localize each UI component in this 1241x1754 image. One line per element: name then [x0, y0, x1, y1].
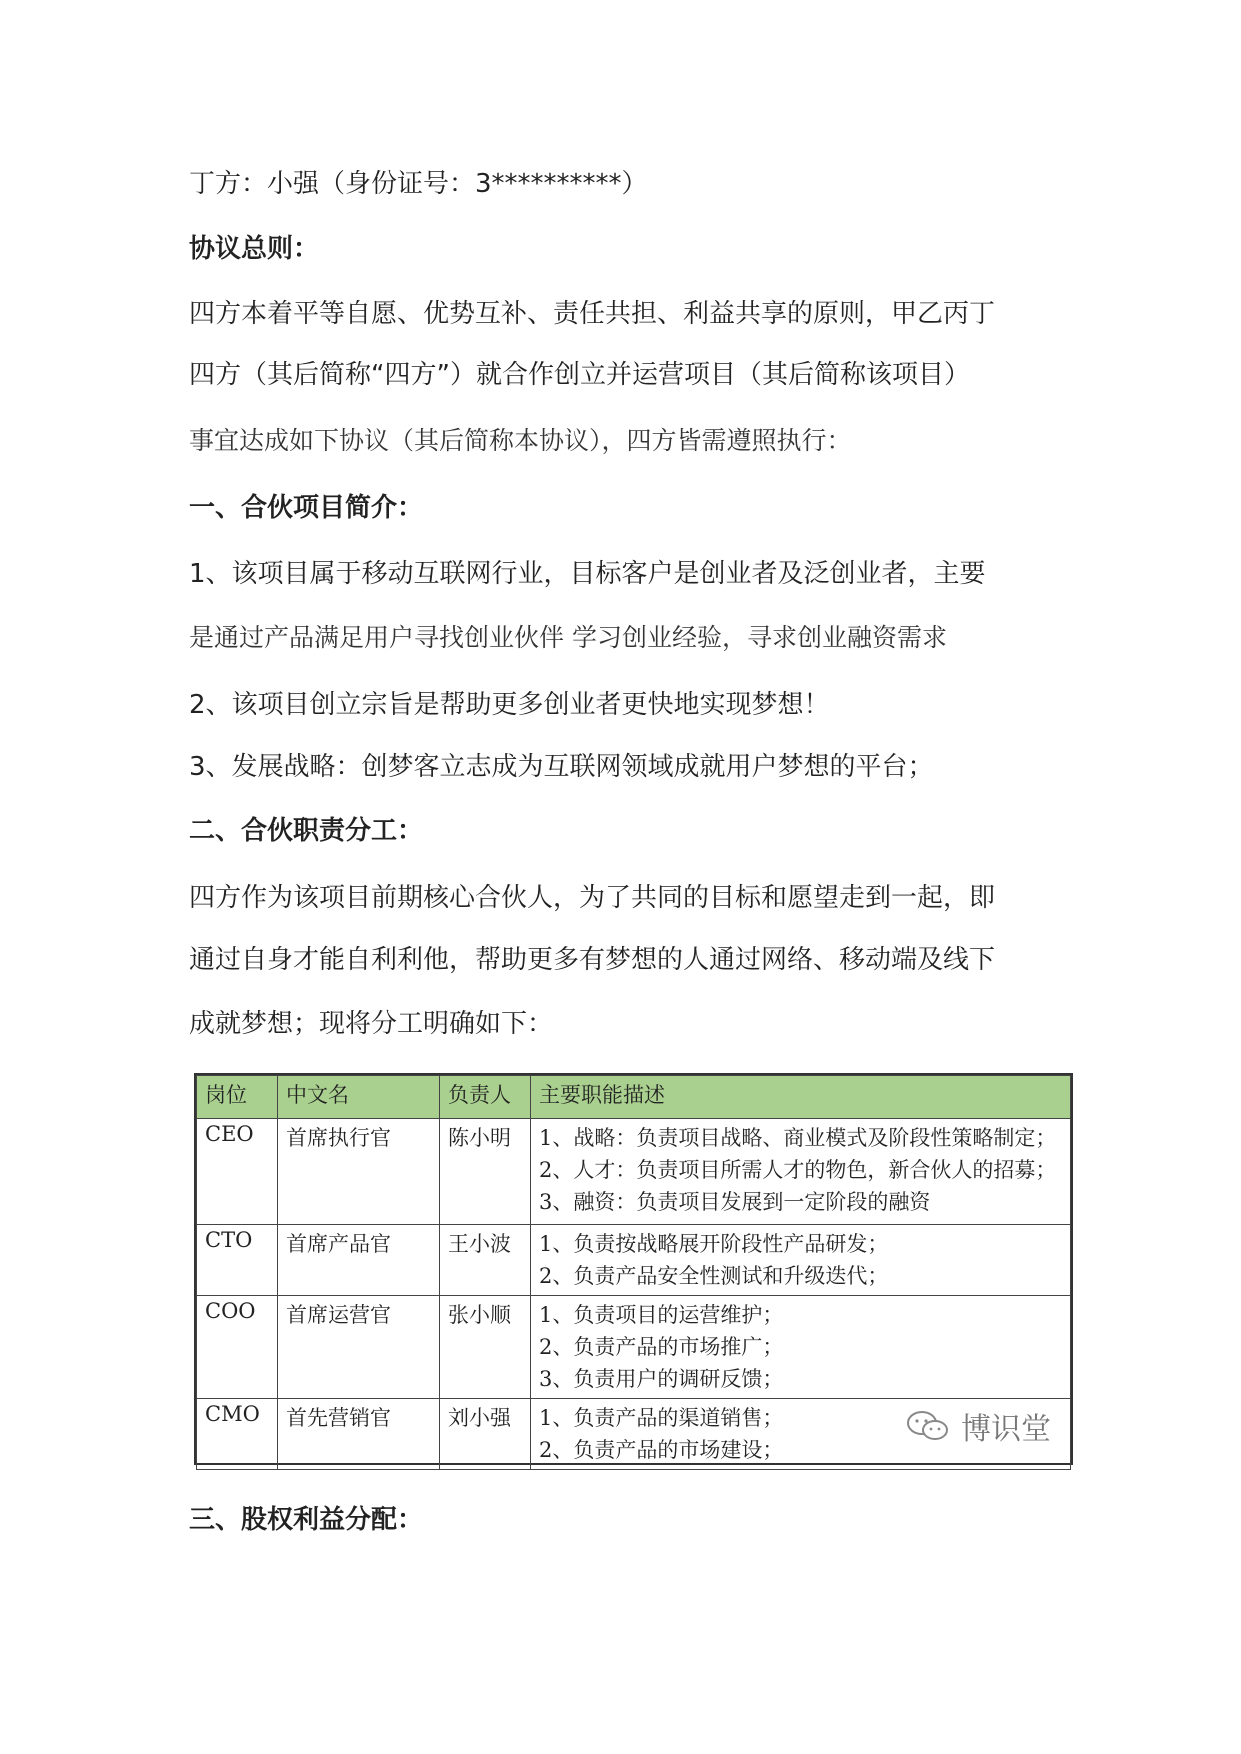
duty-line: 3、融资：负责项目发展到一定阶段的融资	[539, 1190, 931, 1214]
table-row	[197, 1296, 1071, 1399]
duty-line: 2、负责产品的市场建设；	[539, 1438, 784, 1462]
section2-paragraph-line-2: 通过自身才能自利利他，帮助更多有梦想的人通过网络、移动端及线下	[189, 945, 996, 975]
cell-role: CEO	[197, 1119, 278, 1225]
cell-title: 首先营销官	[278, 1399, 440, 1470]
cell-role: CMO	[197, 1399, 278, 1470]
duty-line: 2、负责产品安全性测试和升级迭代；	[539, 1264, 889, 1288]
cell-duties	[531, 1296, 1071, 1399]
cell-title: 首席产品官	[278, 1225, 440, 1296]
cell-role: COO	[197, 1296, 278, 1399]
general-heading: 协议总则：	[189, 234, 320, 264]
cell-person: 陈小明	[440, 1119, 531, 1225]
section1-item-1: 1、该项目属于移动互联网行业，目标客户是创业者及泛创业者，主要	[189, 559, 986, 589]
section2-heading: 二、合伙职责分工：	[189, 816, 424, 846]
duty-line: 2、负责产品的市场推广；	[539, 1335, 784, 1359]
cell-title: 首席执行官	[278, 1119, 440, 1225]
table-row	[197, 1119, 1071, 1225]
section1-heading: 一、合伙项目简介：	[189, 493, 424, 523]
watermark	[905, 1404, 1051, 1448]
general-paragraph-line-2: 四方（其后简称“四方”）就合作创立并运营项目（其后简称该项目）	[189, 360, 970, 390]
general-paragraph-line-1: 四方本着平等自愿、优势互补、责任共担、利益共享的原则，甲乙丙丁	[189, 299, 996, 329]
duty-line: 1、负责按战略展开阶段性产品研发；	[539, 1232, 889, 1256]
wechat-icon	[905, 1409, 951, 1443]
cell-title: 首席运营官	[278, 1296, 440, 1399]
section2-paragraph-line-1: 四方作为该项目前期核心合伙人，为了共同的目标和愿望走到一起，即	[189, 883, 996, 913]
cell-person: 刘小强	[440, 1399, 531, 1470]
section1-item-2: 2、该项目创立宗旨是帮助更多创业者更快地实现梦想！	[189, 690, 830, 720]
duty-line: 1、战略：负责项目战略、商业模式及阶段性策略制定；	[539, 1126, 1057, 1150]
header-person: 负责人	[440, 1076, 531, 1119]
duty-line: 1、负责产品的渠道销售；	[539, 1406, 784, 1430]
party-d-line: 丁方：小强（身份证号：3**********）	[189, 169, 648, 199]
table-row	[197, 1225, 1071, 1296]
duty-line: 3、负责用户的调研反馈；	[539, 1367, 784, 1391]
general-paragraph-line-3: 事宜达成如下协议（其后简称本协议），四方皆需遵照执行：	[189, 426, 852, 455]
duty-line: 1、负责项目的运营维护；	[539, 1303, 784, 1327]
section2-paragraph-line-3: 成就梦想；现将分工明确如下：	[189, 1009, 554, 1039]
section1-item-3: 3、发展战略：创梦客立志成为互联网领域成就用户梦想的平台；	[189, 752, 934, 782]
duty-line: 2、人才：负责项目所需人才的物色，新合伙人的招募；	[539, 1158, 1057, 1182]
header-title: 中文名	[278, 1076, 440, 1119]
table-header-row	[197, 1076, 1071, 1119]
cell-person: 张小顺	[440, 1296, 531, 1399]
watermark-text: 博识堂	[961, 1412, 1051, 1447]
cell-duties	[531, 1119, 1071, 1225]
cell-duties	[531, 1225, 1071, 1296]
header-role: 岗位	[197, 1076, 278, 1119]
cell-person: 王小波	[440, 1225, 531, 1296]
cell-role: CTO	[197, 1225, 278, 1296]
section1-item-1-cont: 是通过产品满足用户寻找创业伙伴 学习创业经验，寻求创业融资需求	[189, 623, 947, 652]
section3-heading: 三、股权利益分配：	[189, 1505, 424, 1535]
header-duties: 主要职能描述	[531, 1076, 1071, 1119]
